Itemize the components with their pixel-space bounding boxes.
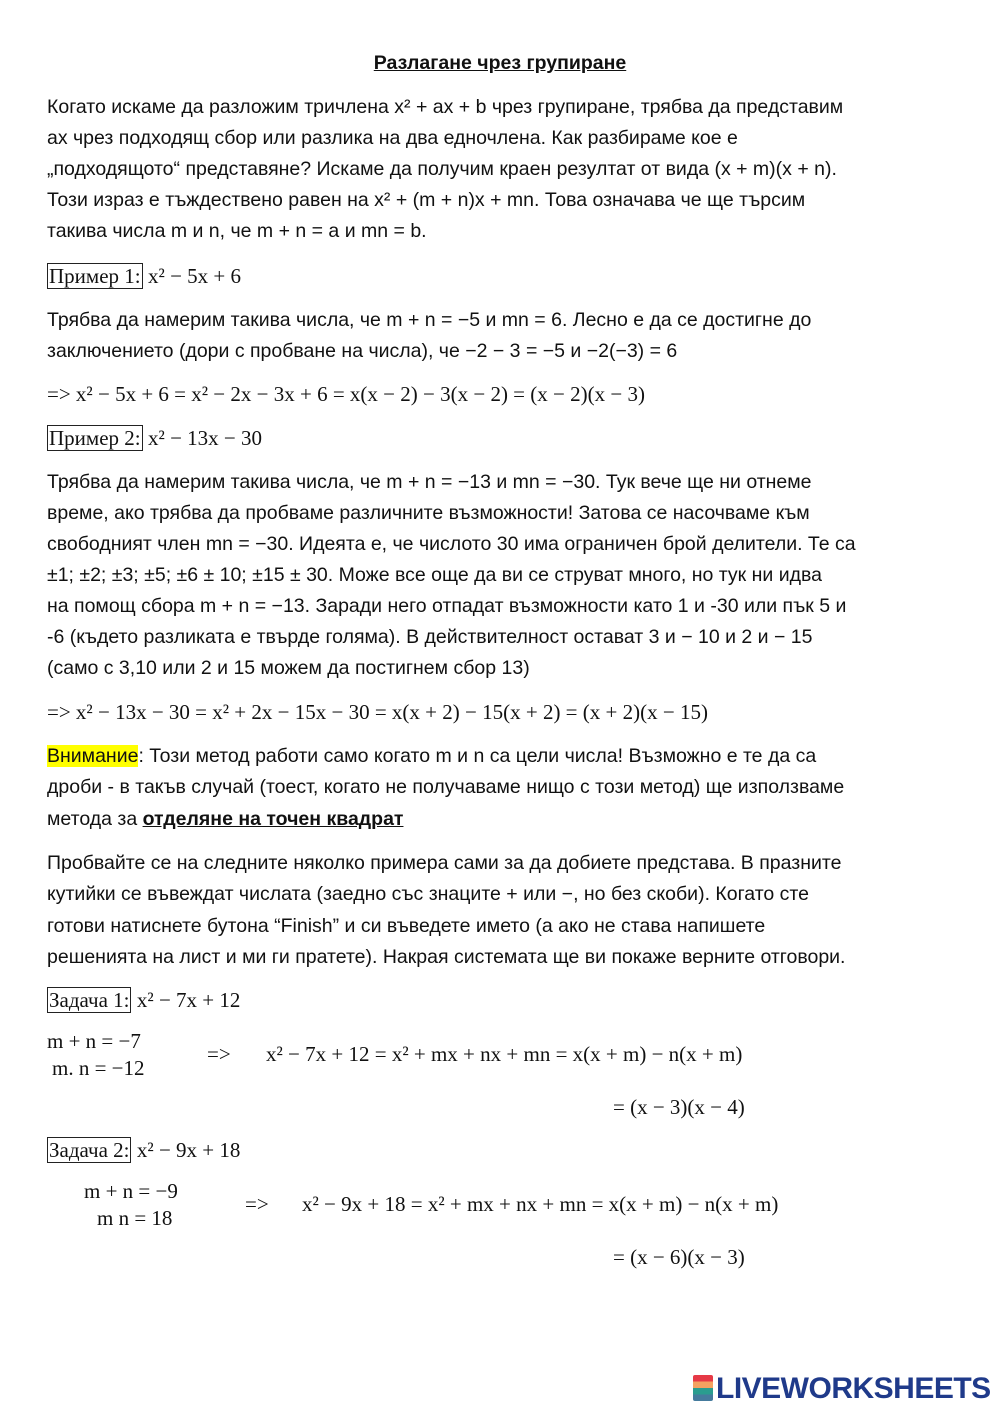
- task1-product: m. n = −12: [52, 1056, 145, 1080]
- example1-line: заключението (дори с пробване на числа), че −2 − 3 = −5 и −2(−3) = 6: [47, 340, 678, 362]
- intro-line: „подходящото“ представяне? Искаме да получим краен резултат от вида (x + m)(x + n).: [47, 158, 837, 180]
- instructions-line: готови натиснете бутона “Finish” и си въведете името (а ако не става напишете: [47, 915, 766, 937]
- example1-label: Пример 1:: [49, 264, 141, 288]
- example2-heading: [47, 426, 262, 451]
- example2-label: Пример 2:: [49, 426, 141, 450]
- instructions-line: Пробвайте се на следните няколко примера сами за да добиете представа. В празните: [47, 852, 842, 874]
- example2-line: Трябва да намерим такива числа, че m + n = −13 и mn = −30. Тук вече ще ни отнеме: [47, 471, 812, 493]
- intro-line: Този израз е тъждествено равен на x² + (m + n)x + mn. Това означава че ще търсим: [47, 189, 806, 211]
- example2-line: ±1; ±2; ±3; ±5; ±6 ± 10; ±15 ± 30. Може все още да ви се струват много, но тук ни идва: [47, 564, 822, 586]
- task1-arrow: =>: [207, 1042, 231, 1066]
- example1-solution: => x² − 5x + 6 = x² − 2x − 3x + 6 = x(x − 2) − 3(x − 2) = (x − 2)(x − 3): [47, 382, 645, 406]
- task2-arrow: =>: [245, 1192, 269, 1216]
- warning-text: : Този метод работи само когато m и n са цели числа! Възможно е те да са: [138, 745, 817, 767]
- instructions-line: кутийки се въвеждат числата (заедно със знаците + или −, но без скоби). Когато сте: [47, 883, 809, 905]
- warning-line: дроби - в такъв случай (тоест, когато не получаваме нищо с този метод) ще използваме: [47, 776, 845, 798]
- intro-line: такива числа m и n, че m + n = a и mn = b.: [47, 220, 427, 242]
- warning-line: [47, 744, 816, 768]
- warning-line: [47, 807, 403, 831]
- task1-heading: [47, 988, 240, 1013]
- task2-result: = (x − 6)(x − 3): [613, 1245, 745, 1269]
- warning-text: метода за: [47, 808, 143, 830]
- task2-expansion: x² − 9x + 18 = x² + mx + nx + mn = x(x + m) − n(x + m): [302, 1192, 779, 1216]
- task2-product: m n = 18: [97, 1206, 173, 1230]
- example2-line: свободният член mn = −30. Идеята е, че числото 30 има ограничен брой делители. Те са: [47, 533, 856, 555]
- example1-heading: [47, 264, 241, 289]
- example2-line: -6 (където разликата е твърде голяма). В действителност остават 3 и − 10 и 2 и − 15: [47, 626, 813, 648]
- task2-expr: x² − 9x + 18: [136, 1138, 241, 1162]
- page-title: Разлагане чрез групиране: [373, 52, 627, 74]
- example2-solution: => x² − 13x − 30 = x² + 2x − 15x − 30 = x(x + 2) − 15(x + 2) = (x + 2)(x − 15): [47, 700, 708, 724]
- logo-icon: [693, 1375, 713, 1401]
- logo-text: LIVEWORKSHEETS: [716, 1372, 991, 1405]
- instructions-line: решенията на лист и ми ги пратете). Накрая системата ще ви покаже верните отговори.: [47, 946, 846, 968]
- task1-expr: x² − 7x + 12: [136, 988, 241, 1012]
- task2-sum: m + n = −9: [84, 1179, 178, 1203]
- task2-label: Задача 2:: [49, 1138, 130, 1162]
- example2-line: (само с 3,10 или 2 и 15 можем да постигнем сбор 13): [47, 657, 530, 679]
- intro-line: ax чрез подходящ сбор или разлика на два едночлена. Как разбираме кое е: [47, 127, 738, 149]
- warning-label: Внимание: [47, 745, 139, 767]
- example2-line: на помощ сбора m + n = −13. Заради него отпадат възможности като 1 и -30 или пък 5 и: [47, 595, 847, 617]
- task1-result: = (x − 3)(x − 4): [613, 1095, 745, 1119]
- example1-line: Трябва да намерим такива числа, че m + n = −5 и mn = 6. Лесно е да се достигне до: [47, 309, 812, 331]
- task1-sum: m + n = −7: [47, 1029, 141, 1053]
- task1-label: Задача 1:: [49, 988, 130, 1012]
- example1-expr: x² − 5x + 6: [148, 264, 242, 288]
- task2-heading: [47, 1138, 240, 1163]
- example2-expr: x² − 13x − 30: [148, 426, 263, 450]
- example2-line: време, ако трябва да пробваме различните възможности! Затова се насочваме към: [47, 502, 810, 524]
- task1-expansion: x² − 7x + 12 = x² + mx + nx + mn = x(x + m) − n(x + m): [266, 1042, 743, 1066]
- liveworksheets-logo: [693, 1372, 991, 1406]
- intro-line: Когато искаме да разложим тричлена x² + ax + b чрез групиране, трябва да представим: [47, 96, 844, 118]
- completing-square-link[interactable]: отделяне на точен квадрат: [142, 808, 404, 830]
